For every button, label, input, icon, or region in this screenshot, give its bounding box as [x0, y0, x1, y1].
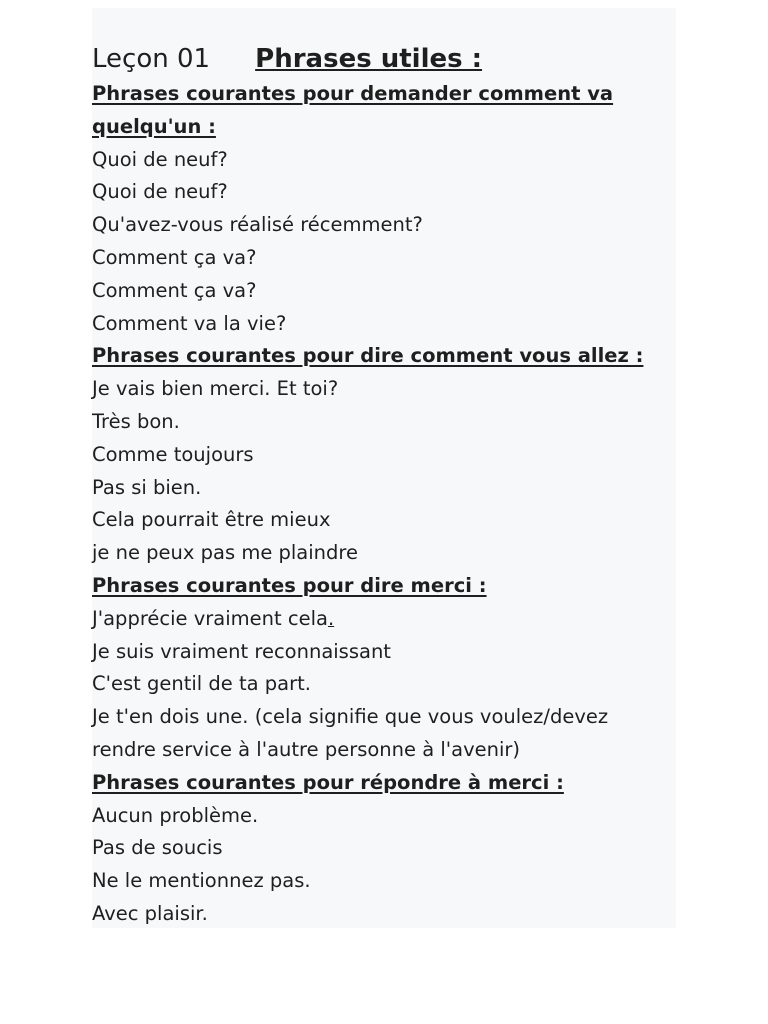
phrase-line: Comme toujours	[92, 442, 254, 466]
phrase-line: je ne peux pas me plaindre	[92, 541, 359, 565]
phrase-line: Comment va la vie?	[92, 311, 287, 335]
section-heading: Phrases courantes pour dire merci :	[92, 573, 487, 597]
section-say-thanks	[92, 570, 692, 767]
phrase-line: Avec plaisir.	[92, 901, 208, 925]
phrase-line: Je suis vraiment reconnaissant	[92, 639, 391, 663]
page-title: Phrases utiles :	[255, 44, 483, 74]
phrase-line: rendre service à l'autre personne à l'avenir)	[92, 737, 521, 761]
section-heading: Phrases courantes pour répondre à merci :	[92, 770, 564, 794]
phrase-period: .	[327, 606, 335, 630]
phrase-line: Pas de soucis	[92, 836, 223, 860]
section-heading-continued: quelqu'un :	[92, 114, 216, 138]
phrase-line: Comment ça va?	[92, 245, 257, 269]
phrase-line: Pas si bien.	[92, 475, 202, 499]
phrase-line: Qu'avez-vous réalisé récemment?	[92, 213, 423, 237]
phrase-line: Ne le mentionnez pas.	[92, 869, 311, 893]
section-reply-thanks	[92, 767, 692, 931]
section-heading: Phrases courantes pour dire comment vous allez :	[92, 344, 644, 368]
section-ask-how	[92, 78, 692, 340]
phrase-line: Très bon.	[92, 409, 180, 433]
section-heading: Phrases courantes pour demander comment va	[92, 82, 614, 105]
phrase-line: C'est gentil de ta part.	[92, 672, 311, 696]
lesson-label: Leçon 01	[92, 44, 211, 74]
phrase-line: Je vais bien merci. Et toi?	[92, 377, 339, 401]
phrase-line: Je t'en dois une. (cela signifie que vous voulez/devez	[92, 705, 609, 729]
section-say-how	[92, 340, 692, 570]
phrase-line: Quoi de neuf?	[92, 147, 228, 171]
phrase-line: Comment ça va?	[92, 278, 257, 302]
phrase-line: Cela pourrait être mieux	[92, 508, 331, 532]
phrase-line: Aucun problème.	[92, 803, 259, 827]
document-content	[92, 40, 692, 931]
title-row	[92, 40, 692, 78]
phrase-text: J'apprécie vraiment cela	[92, 606, 328, 630]
phrase-line: Quoi de neuf?	[92, 180, 228, 204]
phrase-line	[92, 603, 692, 636]
